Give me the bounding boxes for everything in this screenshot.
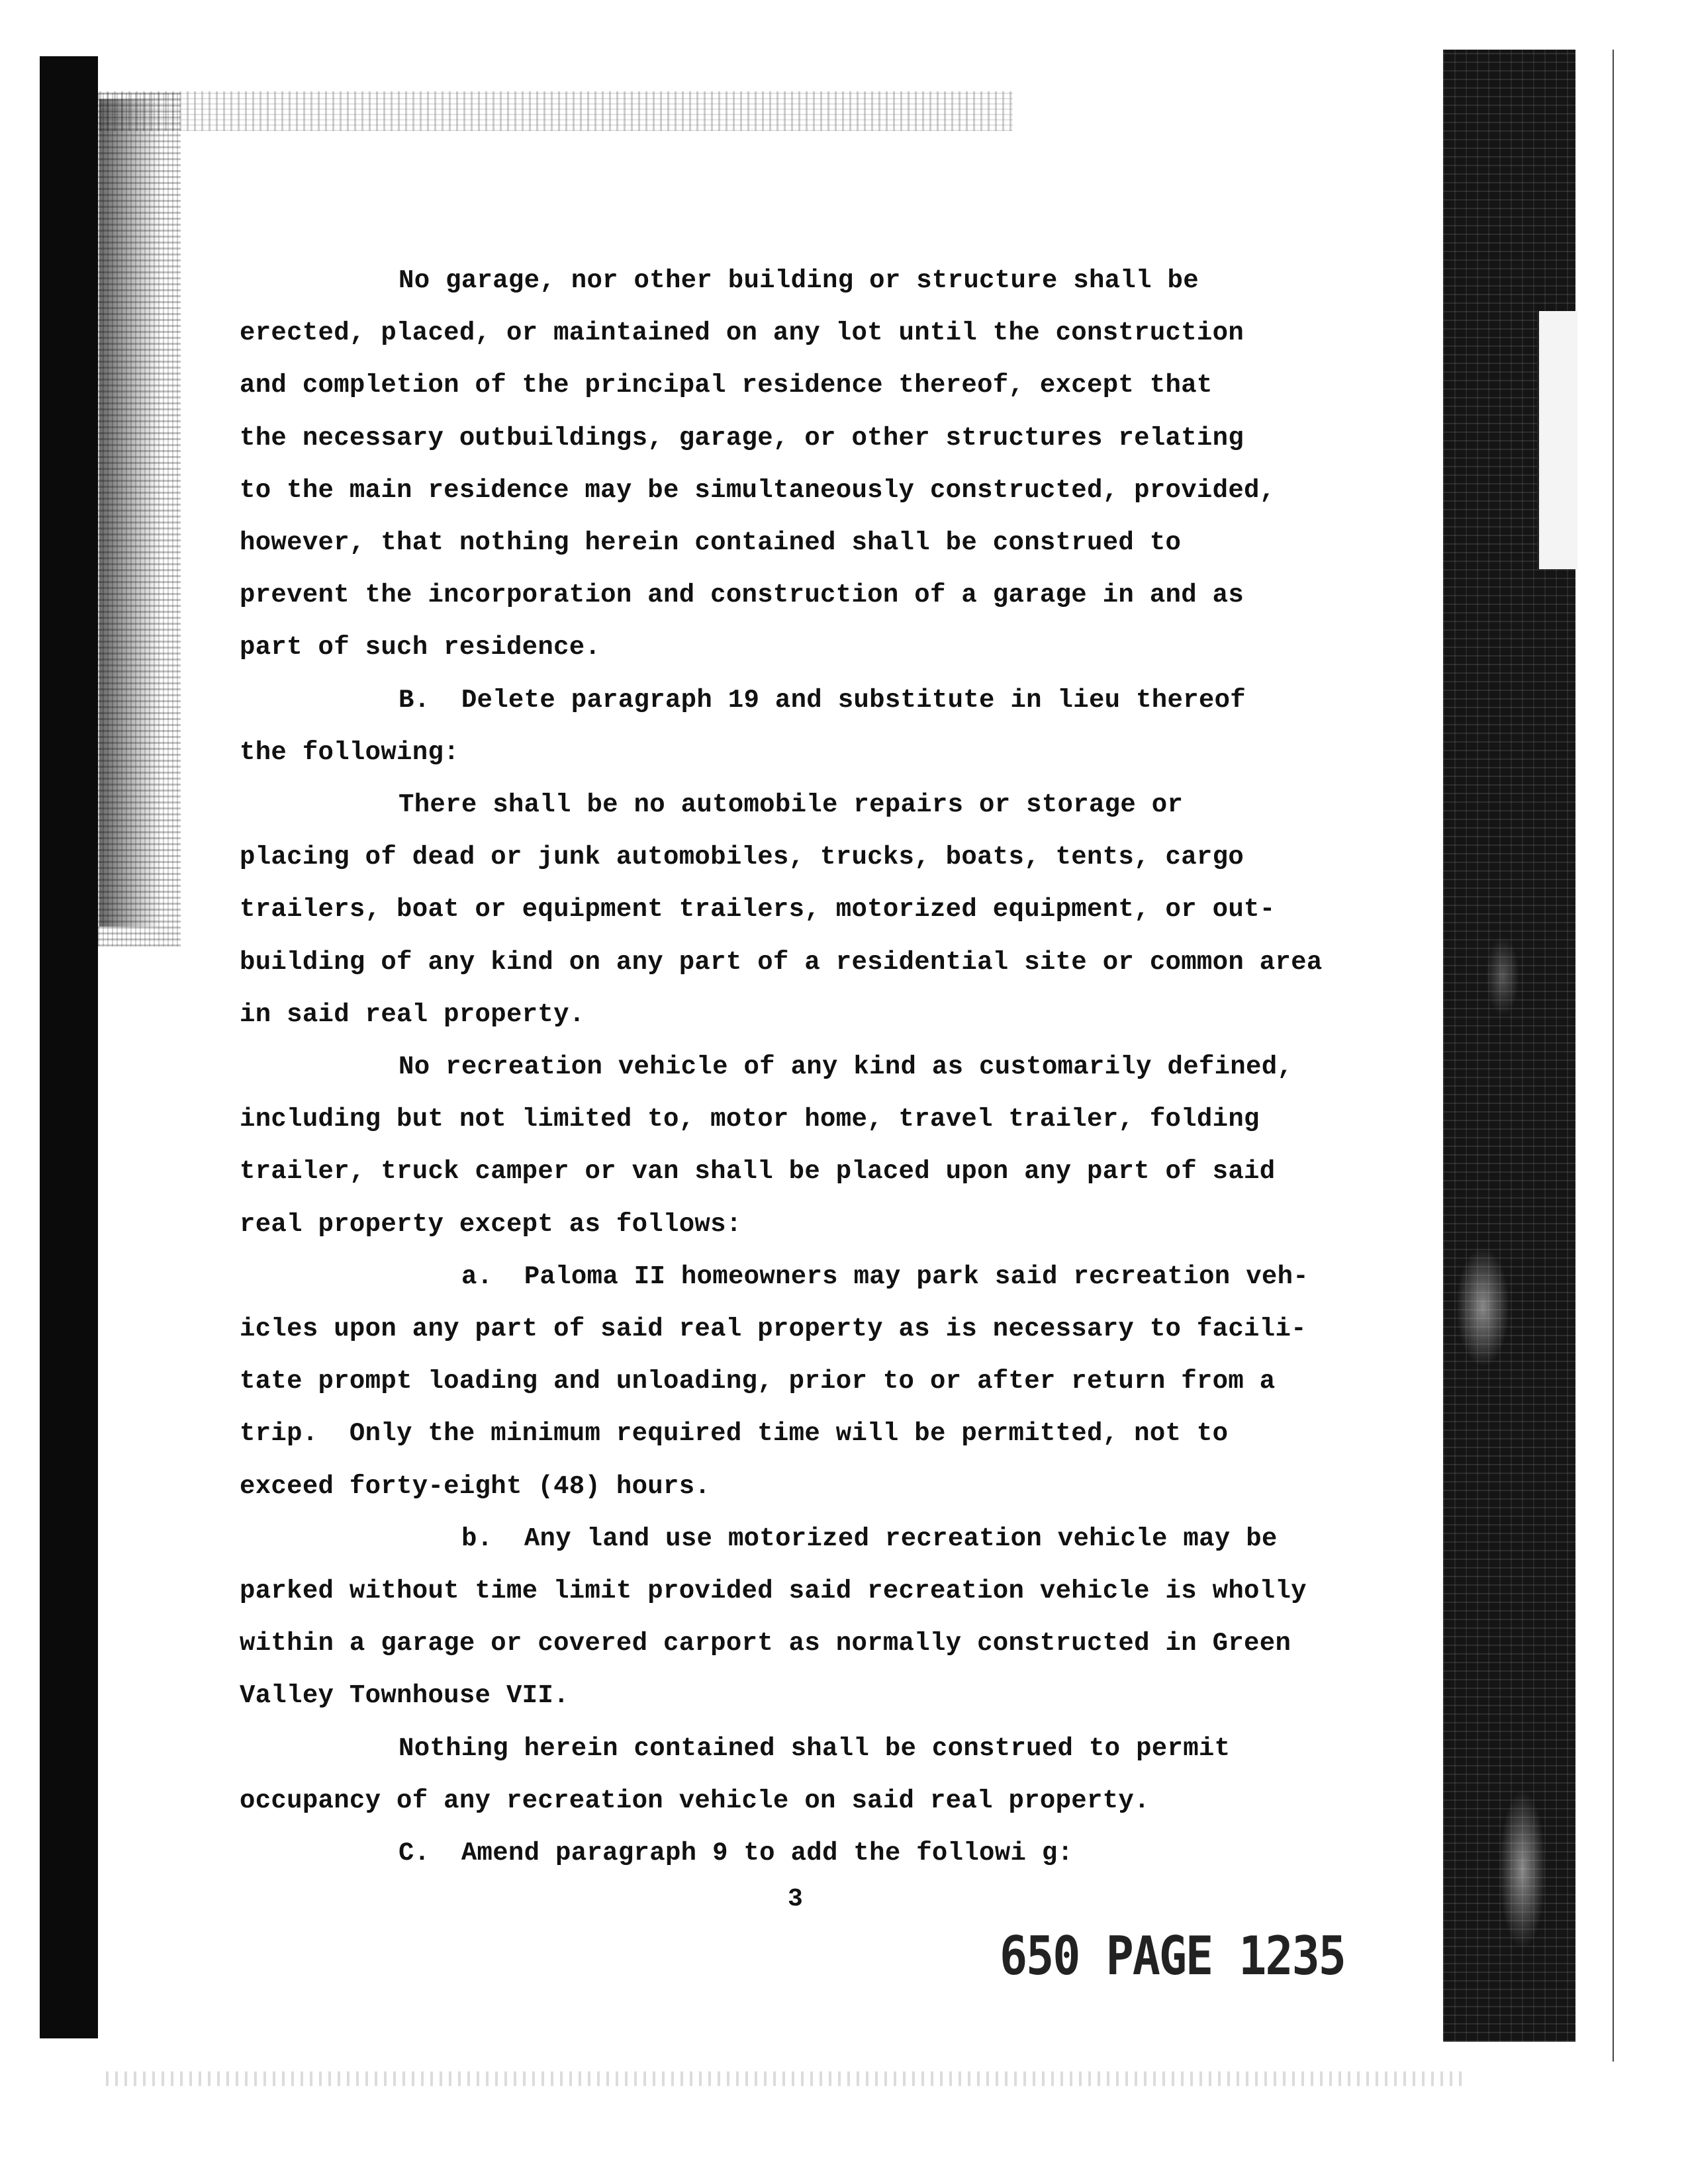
paragraph-garage: No garage, nor other building or structure shall be erected, placed, or maintained on any lot until the construction and completion of the principal residence thereof, except that the necessary outbuildings, garage, or other structures relating to the main residence may be simultaneously constructed, provided, however, that nothing herein contained shall be construed to prevent the incorporation and construction of a garage in and as part of such residence. (240, 266, 1276, 662)
recording-stamp: 650 PAGE 1235 (1000, 1925, 1345, 1987)
paragraph-nothing-herein: Nothing herein contained shall be construed to permit occupancy of any recreation vehicle on said real property. (240, 1733, 1231, 1815)
paragraph-no-recreation: No recreation vehicle of any kind as customarily defined, including but not limited to, motor home, travel trailer, folding trailer, truck camper or van shall be placed upon any part of said real property except as follows: (240, 1052, 1293, 1239)
paragraph-item-a: a. Paloma II homeowners may park said recreation veh- icles upon any part of said real property as is necessary to facili- tate prompt loading and unloading, prior to or after return from a trip. Only the minimum required time will be permitted, not to exceed forty-eight (48) hours. (240, 1261, 1309, 1501)
document-body (240, 255, 1365, 1880)
scan-top-noise (99, 91, 1013, 131)
paragraph-no-repairs: There shall be no automobile repairs or storage or placing of dead or junk automobiles, trucks, boats, tents, cargo trailers, boat or equipment trailers, motorized equipment, or out- building of any kind on any part of a residential site or common area in said real property. (240, 790, 1323, 1029)
paragraph-item-b: b. Any land use motorized recreation vehicle may be parked without time limit provided said recreation vehicle is wholly within a garage or covered carport as normally constructed in Green Valley Townhouse VII. (240, 1524, 1307, 1711)
scan-right-notch (1537, 311, 1577, 569)
scan-left-noise (98, 93, 181, 946)
page-number: 3 (788, 1885, 803, 1913)
scan-right-line (1613, 50, 1614, 2062)
paragraph-section-c: C. Amend paragraph 9 to add the followi g: (399, 1839, 1074, 1868)
paragraph-section-b: B. Delete paragraph 19 and substitute in lieu thereof the following: (240, 685, 1246, 767)
scan-left-edge (40, 56, 98, 2038)
scan-bottom-noise (106, 2071, 1463, 2086)
